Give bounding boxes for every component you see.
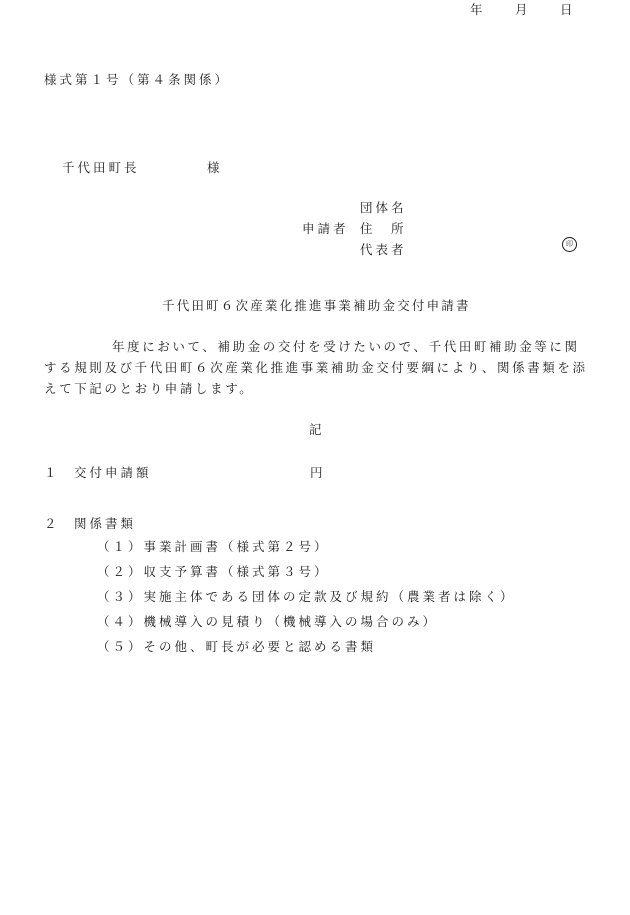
document-item: （５）その他、町長が必要と認める書類 — [97, 639, 377, 654]
related-documents-list — [97, 538, 516, 663]
document-title: 千代田町６次産業化推進事業補助金交付申請書 — [162, 298, 471, 313]
item-2-number: ２ — [44, 516, 60, 531]
ki-heading: 記 — [309, 422, 325, 437]
document-item: （４）機械導入の見積り（機械導入の場合のみ） — [97, 614, 439, 629]
seal-mark: 印 — [562, 237, 577, 252]
date-day: 日 — [560, 2, 576, 17]
body-paragraph — [44, 336, 589, 399]
address-label: 住 所 — [360, 221, 407, 236]
org-name-label: 団体名 — [360, 200, 407, 215]
applicant-label: 申請者 — [302, 221, 349, 236]
addressee-honorific: 様 — [207, 160, 223, 175]
item-1-number: １ — [44, 465, 60, 480]
document-item: （２）収支予算書（様式第３号） — [97, 564, 330, 579]
document-item: （１）事業計画書（様式第２号） — [97, 539, 330, 554]
form-number: 様式第１号（第４条関係） — [44, 72, 231, 87]
date-month: 月 — [515, 2, 531, 17]
item-1-unit: 円 — [310, 465, 326, 480]
body-text: 年度において、補助金の交付を受けたいので、千代田町補助金等に関する規則及び千代田町６次産業化推進事業補助金交付要綱により、関係書類を添えて下記のとおり申請します。 — [44, 339, 588, 396]
addressee-name: 千代田町長 — [62, 160, 140, 175]
document-item: （３）実施主体である団体の定款及び規約（農業者は除く） — [97, 589, 516, 604]
item-1-label: 交付申請額 — [74, 465, 152, 480]
item-2-label: 関係書類 — [74, 516, 137, 531]
date-year: 年 — [470, 2, 486, 17]
representative-label: 代表者 — [360, 242, 407, 257]
